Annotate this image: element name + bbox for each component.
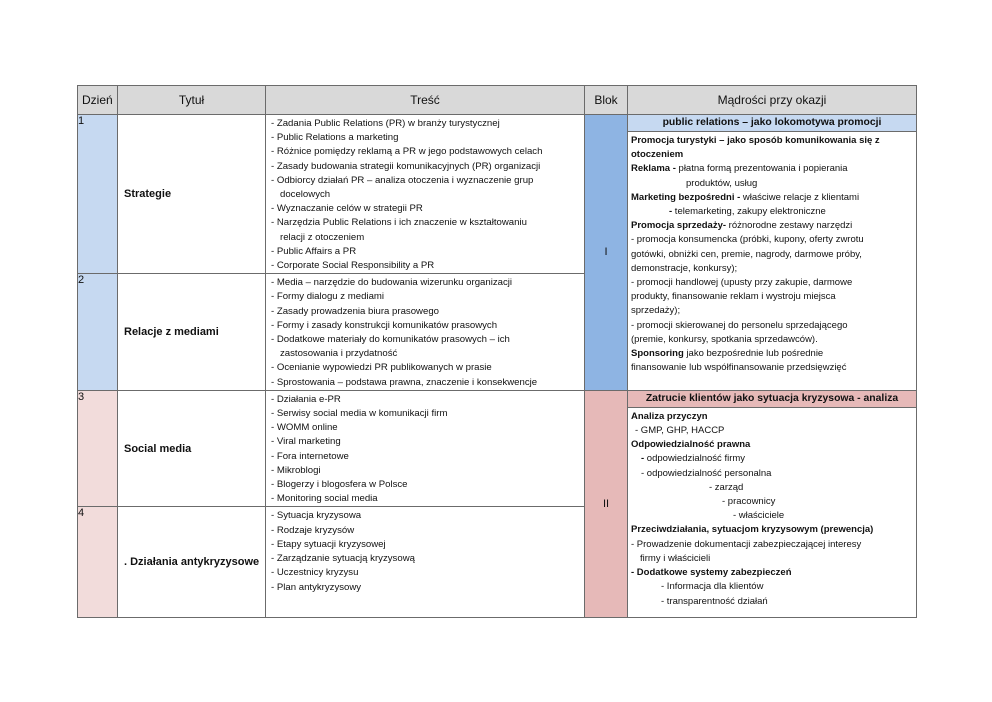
row-title: Social media [118,390,266,507]
wisdom-line-text: - transparentność działań [661,595,768,607]
content-item: - Media – narzędzie do budowania wizerunku organizacji [271,277,513,289]
curriculum-table [77,85,917,618]
wisdom-body [628,408,916,609]
wisdom-line-text: - właściciele [733,510,785,522]
header-content: Treść [266,86,585,115]
content-item: - Plan antykryzysowy [271,581,362,593]
wisdom-line-bold: Marketing bezpośredni - [631,191,741,203]
wisdom-line [631,319,914,333]
wisdom-line-bold: - [669,206,673,218]
content-item: zastosowania i przydatność [280,348,398,360]
wisdom-line [631,248,914,262]
wisdom-line [631,333,914,347]
wisdom-line-text: sprzedaży); [631,305,681,317]
content-item: - Sprostowania – podstawa prawna, znaczenie i konsekwencje [271,376,538,388]
wisdom-line [631,162,914,176]
wisdom-line-text: - GMP, GHP, HACCP [635,425,725,437]
content-item: - Zasady prowadzenia biura prasowego [271,305,439,317]
header-title: Tytuł [118,86,266,115]
wisdom-line-bold: otoczeniem [631,149,684,161]
wisdom-line [631,219,914,233]
header-day: Dzień [78,86,118,115]
wisdom-cell [628,390,917,618]
row-content [266,507,585,618]
content-item: - Różnice pomiędzy reklamą a PR w jego podstawowych celach [271,146,543,158]
wisdom-line-text: finansowanie lub współfinansowanie przedsięwzięć [631,362,847,374]
wisdom-line-bold: Sponsoring [631,348,684,360]
content-item: - Mikroblogi [271,464,321,476]
wisdom-line-bold: Promocja sprzedaży- [631,220,727,232]
content-item: docelowych [280,189,331,201]
wisdom-line-text: produkty, finansowanie reklam i wystroju miejsca [631,291,836,303]
content-item: - Uczestnicy kryzysu [271,567,359,579]
wisdom-line-text: różnorodne zestawy narzędzi [726,220,853,232]
wisdom-body [628,132,916,375]
wisdom-line-text: gotówki, obniżki cen, premie, nagrody, darmowe próby, [631,248,862,260]
wisdom-line [631,566,914,580]
wisdom-line-bold: Reklama - [631,163,676,175]
day-number: 3 [78,390,118,507]
wisdom-line [631,290,914,304]
content-item: - Blogerzy i blogosfera w Polsce [271,479,408,491]
row-title: Relacje z mediami [118,274,266,391]
day-number: 2 [78,274,118,391]
content-item: - Formy dialogu z mediami [271,291,385,303]
wisdom-line-text: (premie, konkursy, spotkania sprzedawców). [631,333,818,345]
wisdom-heading: Zatrucie klientów jako sytuacja kryzysowa - analiza [628,391,916,408]
wisdom-line [631,205,914,219]
content-item: - Działania e-PR [271,393,341,405]
content-item: - Fora internetowe [271,450,349,462]
wisdom-heading: public relations – jako lokomotywa promocji [628,115,916,132]
row-title: . Działania antykryzysowe [118,507,266,618]
wisdom-line-text: - promocja konsumencka (próbki, kupony, oferty zwrotu [631,234,864,246]
wisdom-line [631,191,914,205]
content-item: - Public Relations a marketing [271,132,399,144]
block-label: II [585,390,628,618]
wisdom-line [631,424,914,438]
content-item: - Zadania Public Relations (PR) w branży turystycznej [271,118,500,129]
wisdom-line-bold: Odpowiedzialność prawna [631,439,751,451]
block-label: I [585,115,628,391]
wisdom-line [631,452,914,466]
row-content [266,115,585,274]
row-content [266,390,585,507]
wisdom-line-text: - promocji skierowanej do personelu sprzedającego [631,319,848,331]
wisdom-line [631,552,914,566]
wisdom-line-bold: Promocja turystyki – jako sposób komunikowania się z [631,135,880,146]
wisdom-line-text: płatna formą prezentowania i popierania [675,163,848,175]
wisdom-line-text: właściwe relacje z klientami [740,191,860,203]
content-item: - Formy i zasady konstrukcji komunikatów prasowych [271,319,498,331]
content-item: - Ocenianie wypowiedzi PR publikowanych w prasie [271,362,492,374]
wisdom-line-text: odpowiedzialność firmy [644,453,746,465]
wisdom-line [631,595,914,609]
wisdom-line [631,148,914,162]
wisdom-line-text: - promocji handlowej (upusty przy zakupie, darmowe [631,277,853,289]
content-item: - Sytuacja kryzysowa [271,510,362,522]
table-row [78,115,917,274]
wisdom-line-text: demonstracje, konkursy); [631,262,738,274]
wisdom-line-bold: Analiza przyczyn [631,410,708,422]
wisdom-line [631,538,914,552]
wisdom-line [631,276,914,290]
wisdom-line [631,523,914,537]
content-item: - Odbiorcy działań PR – analiza otoczenia i wyznaczenie grup [271,174,534,186]
wisdom-line-bold: - [641,453,645,465]
wisdom-line [631,304,914,318]
wisdom-line [631,495,914,509]
content-item: - Serwisy social media w komunikacji firm [271,408,448,420]
wisdom-line [631,262,914,276]
wisdom-line-bold: - Dodatkowe systemy zabezpieczeń [631,567,792,579]
wisdom-line-text: - pracownicy [722,496,776,508]
wisdom-line [631,134,914,148]
content-item: - Corporate Social Responsibility a PR [271,260,435,272]
day-number: 1 [78,115,118,274]
content-item: - Etapy sytuacji kryzysowej [271,538,386,550]
wisdom-line-text: telemarketing, zakupy elektroniczne [672,206,826,218]
wisdom-line [631,177,914,191]
row-content [266,274,585,391]
header-wisdom: Mądrości przy okazji [628,86,917,115]
wisdom-line [631,347,914,361]
content-item: - Monitoring social media [271,493,378,505]
wisdom-line-text: - zarząd [709,481,744,493]
wisdom-line-bold: Przeciwdziałania, sytuacjom kryzysowym (prewencja) [631,524,874,536]
wisdom-line [631,361,914,375]
content-item: - Zasady budowania strategii komunikacyjnych (PR) organizacji [271,160,541,172]
header-row [78,86,917,115]
content-item: relacji z otoczeniem [280,231,365,243]
wisdom-line [631,438,914,452]
wisdom-line [631,467,914,481]
wisdom-line [631,481,914,495]
header-block: Blok [585,86,628,115]
content-item: - Rodzaje kryzysów [271,524,355,536]
wisdom-line-text: - odpowiedzialność personalna [641,467,772,479]
wisdom-line [631,509,914,523]
wisdom-cell [628,115,917,391]
wisdom-line [631,580,914,594]
wisdom-line [631,410,914,424]
wisdom-line-text: firmy i właścicieli [640,552,711,564]
wisdom-line-text: jako bezpośrednie lub pośrednie [683,348,824,360]
wisdom-line-text: - Informacja dla klientów [661,581,764,593]
content-item: - Zarządzanie sytuacją kryzysową [271,553,415,565]
content-item: - Wyznaczanie celów w strategii PR [271,203,423,215]
wisdom-line-text: produktów, usług [686,177,758,189]
content-item: - Viral marketing [271,436,341,448]
content-item: - Narzędzia Public Relations i ich znaczenie w kształtowaniu [271,217,527,229]
day-number: 4 [78,507,118,618]
table-row [78,390,917,507]
wisdom-line-text: - Prowadzenie dokumentacji zabezpieczającej interesy [631,538,862,550]
row-title: Strategie [118,115,266,274]
wisdom-line [631,233,914,247]
content-item: - WOMM online [271,422,338,434]
content-item: - Dodatkowe materiały do komunikatów prasowych – ich [271,334,510,346]
content-item: - Public Affairs a PR [271,245,357,257]
